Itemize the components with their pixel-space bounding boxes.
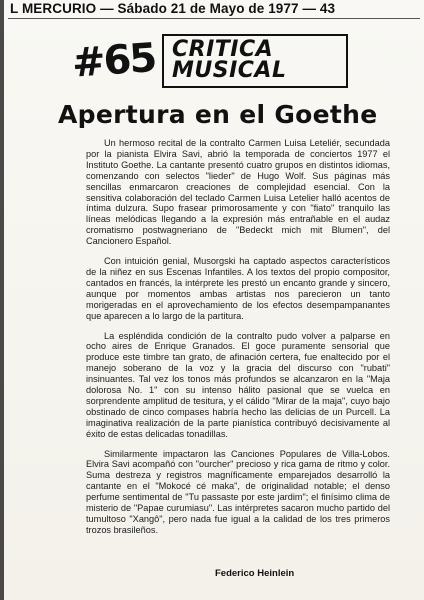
paragraph-2: Con intuición genial, Musorgski ha captado aspectos característicos de la niñez en sus Escenas Infantiles. A los textos del propio compositor, cantados en francés, la intérprete les prestó un encanto grande y sincero, aunque por momentos ambas artistas nos parecieron un tanto morigeradas en el aprovechamiento de los efectos desempampanantes que aparecen a lo largo de la partitura.	[86, 256, 390, 321]
paragraph-3: La espléndida condición de la contralto pudo volver a palparse en ocho aires de Enrique Granados. El goce puramente sensorial que produce este timbre tan grato, de afinación certera, fue enaltecido por el manejo soberano de la voz y la gracia del discurso con "rubati" insinuantes. Tal vez los tonos más profundos se alcanzaron en la "Maja dolorosa No. 1" con su intenso hálito pasional que se vuelca en sorprendente amplitud de tesitura, y el cálido "Mirar de la maja", cuyo bajo obstinado de cinco compases habría hecho las delicias de un Purcell. La imaginativa realización de la parte pianística contribuyó decisivamente al éxito de estas delicadas tonadillas.	[86, 330, 390, 439]
masthead-rule	[8, 18, 420, 19]
section-label-box	[162, 34, 348, 88]
section-label-line1: CRITICA	[172, 37, 274, 62]
paragraph-4: Similarmente impactaron las Canciones Populares de Villa-Lobos. Elvira Savi acompañó con "ourcher" precioso y rica gama de ritmo y color. Suma destreza y registros magníficamente emparejados desarrolló la cantante en el "Mokocé cé maka", de originalidad notable; el denso perfume sentimental de "Tu passaste por este jardim"; el finísimo clima de misterio de "Papae curumiasu". Las intérpretes sacaron mucho partido del tumultoso "Xangô", pero nada fue igual a la calidad de los tres primeros trozos brasileños.	[86, 448, 390, 535]
masthead: L MERCURIO — Sábado 21 de Mayo de 1977 — 43	[10, 1, 336, 16]
section-label-line2: MUSICAL	[172, 58, 287, 83]
article-headline: Apertura en el Goethe	[58, 100, 378, 129]
paragraph-1: Un hermoso recital de la contralto Carmen Luisa Leteliér, secundada por la pianista Elvira Savi, abrió la temporada de conciertos 1977 el Instituto Goethe. La cantante presentó cuatro grupos en distintos idiomas, comenzando con selectos "lieder" de Hugo Wolf. Sus páginas más sencillas enmarcaron creaciones de complejidad esencial. Con la sensitiva colaboración del teclado Carmen Luisa Letelier halló acentos de íntima dulzura. Supo frasear primorosamente y con "fiato" tranquilo las líneas melódicas llegando a la expresión más entrañable en el audaz cromatismo postwagneriano de "Bedeckt mich mit Blumen", del Cancionero Español.	[86, 138, 390, 247]
author-signature: Federico Heinlein	[215, 568, 295, 579]
article-body	[86, 138, 390, 558]
scan-edge	[0, 0, 4, 600]
handwritten-note: #65	[70, 35, 157, 87]
